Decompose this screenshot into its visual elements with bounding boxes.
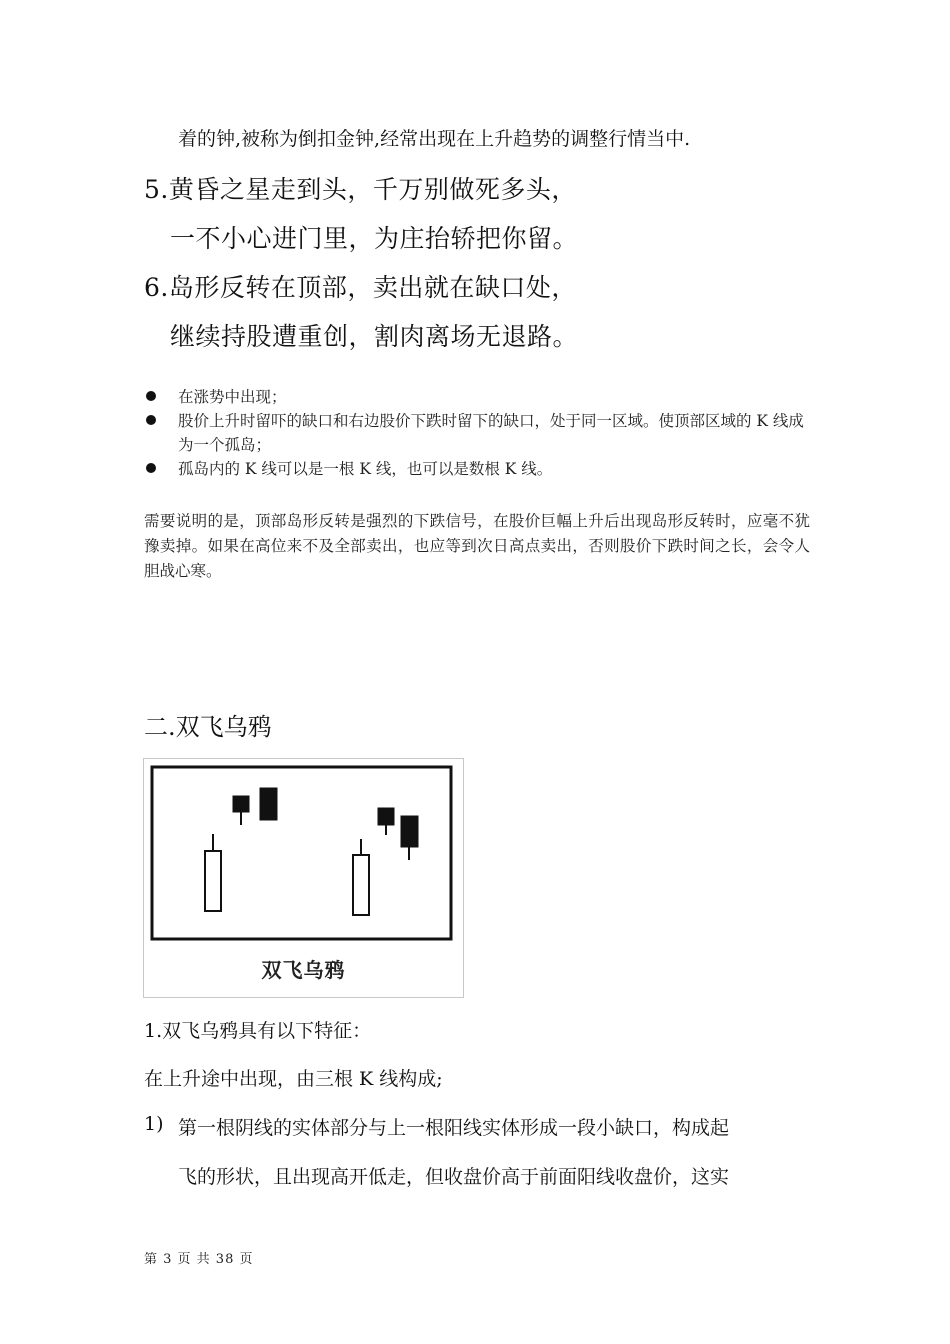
- page-footer: 第 3 页 共 38 页: [144, 1252, 254, 1267]
- list-item: [144, 385, 814, 409]
- bearish-candle: [378, 808, 394, 825]
- bullet-icon: [146, 463, 156, 473]
- verse-line-1: 5.黄昏之星走到头，千万别做死多头，: [144, 175, 577, 204]
- verse-line-4: 继续持股遭重创，割肉离场无退路。: [170, 322, 579, 351]
- candlestick-figure: [143, 758, 464, 998]
- bullet-text: 股价上升时留吓的缺口和右边股价下跌时留下的缺口，处于同一区域。使顶部区域的 K 线成为一个孤岛；: [178, 412, 804, 454]
- bearish-candle: [260, 788, 277, 820]
- feature-intro: 在上升途中出现，由三根 K 线构成;: [144, 1068, 443, 1090]
- figure-caption: 双飞乌鸦: [261, 958, 346, 982]
- verse-line-2: 一不小心进门里，为庄抬轿把你留。: [170, 224, 579, 253]
- item-text-line-1: 第一根阴线的实体部分与上一根阳线实体形成一段小缺口，构成起: [178, 1117, 730, 1139]
- section-title: 二.双飞乌鸦: [144, 713, 272, 741]
- figure-frame: [152, 767, 451, 939]
- note-paragraph: 需要说明的是，顶部岛形反转是强烈的下跌信号，在股价巨幅上升后出现岛形反转时，应毫不犹豫卖掉。如果在高位来不及全部卖出，也应等到次日高点卖出，否则股价下跌时间之长，会令人胆战心寒。: [144, 512, 810, 580]
- bullish-candle: [353, 855, 369, 915]
- list-item: [144, 457, 814, 481]
- verse-line-3: 6.岛形反转在顶部，卖出就在缺口处，: [144, 273, 577, 302]
- bullet-text: 在涨势中出现；: [178, 388, 287, 406]
- item-number: 1): [144, 1113, 164, 1135]
- bearish-candle: [401, 816, 418, 847]
- bullish-candle: [205, 851, 221, 911]
- feature-heading: 1.双飞乌鸦具有以下特征：: [144, 1020, 372, 1042]
- bearish-candle: [233, 796, 249, 812]
- list-item: [144, 409, 814, 457]
- bullet-text: 孤岛内的 K 线可以是一根 K 线，也可以是数根 K 线。: [178, 460, 553, 478]
- lead-paragraph: 着的钟,被称为倒扣金钟,经常出现在上升趋势的调整行情当中.: [178, 128, 691, 150]
- item-text-line-2: 飞的形状，且出现高开低走，但收盘价高于前面阳线收盘价，这实: [178, 1166, 730, 1188]
- bullet-icon: [146, 415, 156, 425]
- bullet-list: [144, 385, 814, 481]
- bullet-icon: [146, 391, 156, 401]
